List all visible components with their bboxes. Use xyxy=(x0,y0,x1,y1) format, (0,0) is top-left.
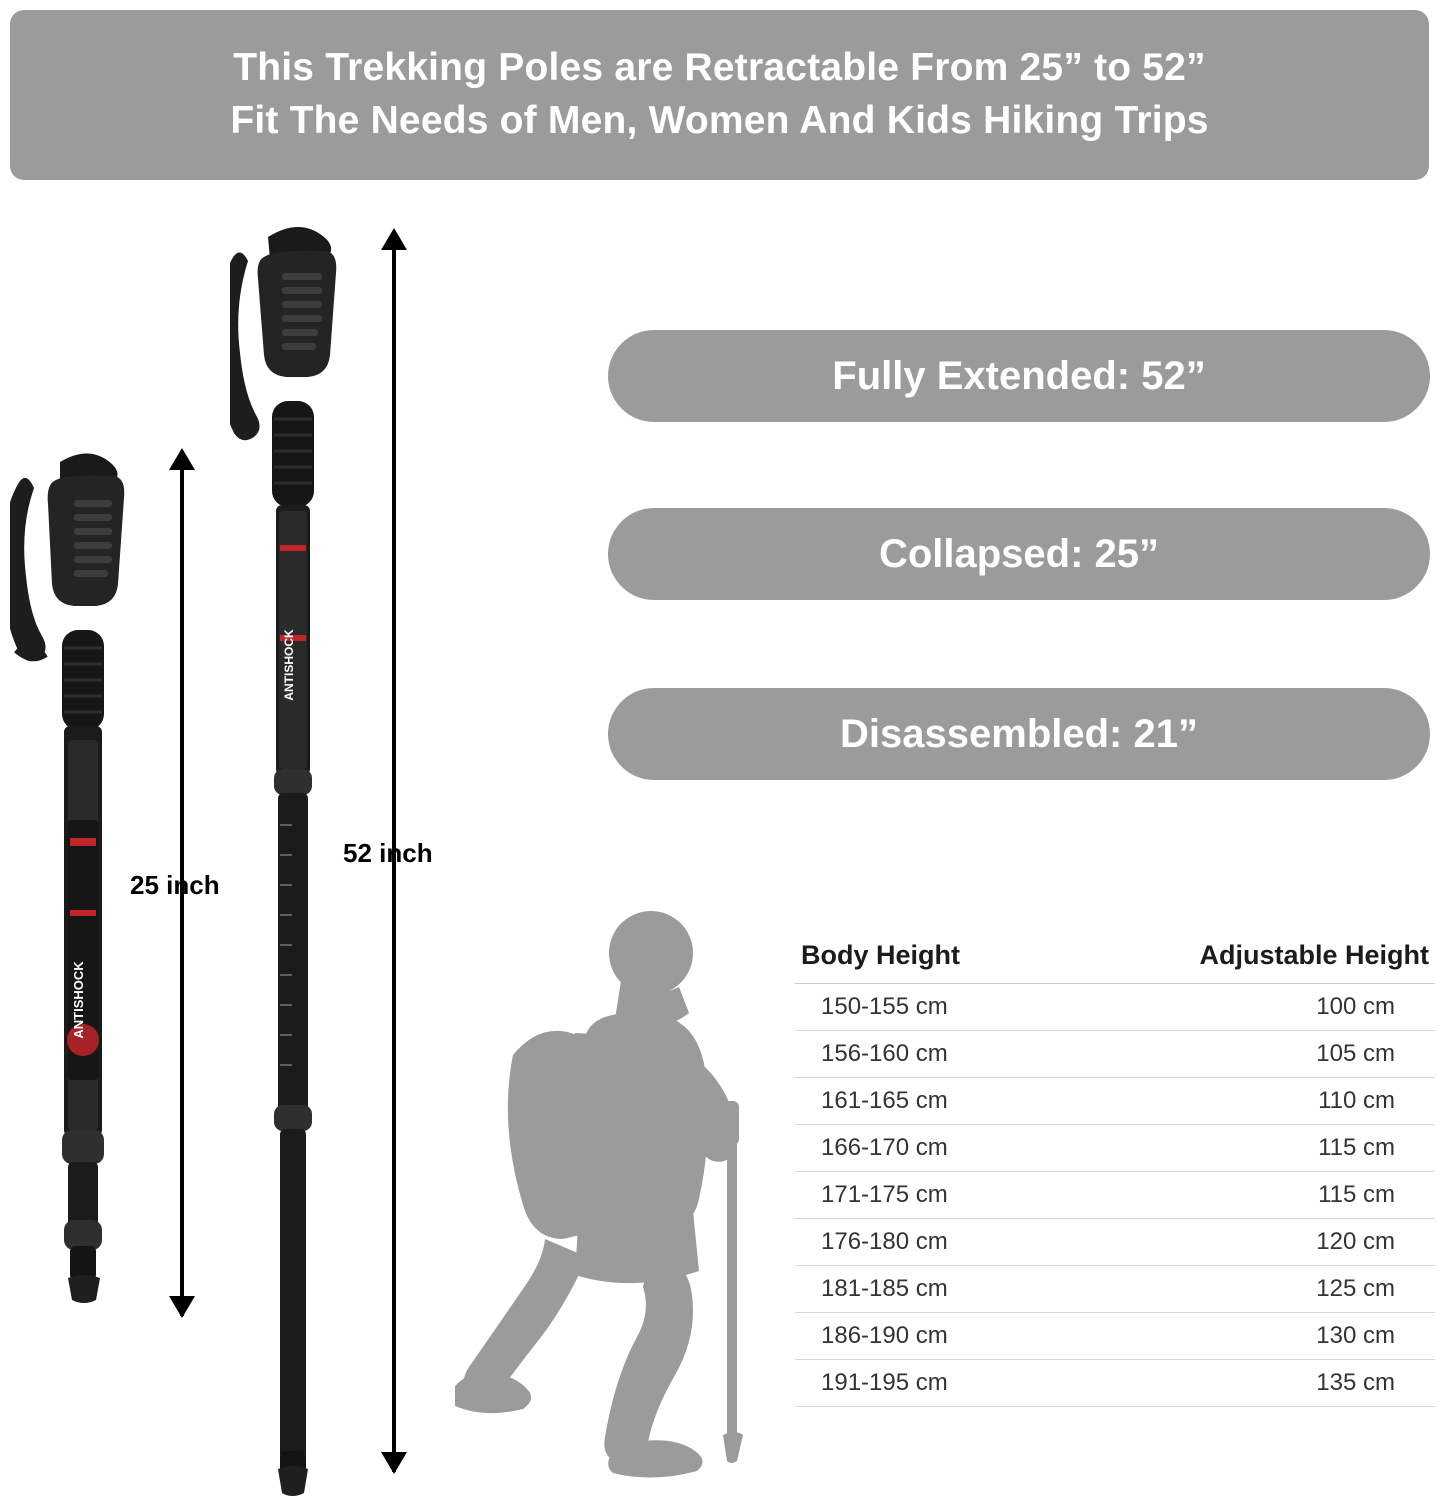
header-banner xyxy=(10,10,1429,180)
table-row xyxy=(795,1078,1435,1125)
cell-body-height: 181-185 cm xyxy=(821,1275,948,1302)
table-header-row xyxy=(795,940,1435,984)
table-row xyxy=(795,984,1435,1031)
cell-body-height: 150-155 cm xyxy=(821,993,948,1020)
cell-body-height: 166-170 cm xyxy=(821,1134,948,1161)
cell-adjustable-height: 110 cm xyxy=(1318,1087,1395,1114)
cell-body-height: 191-195 cm xyxy=(821,1369,948,1396)
spec-pill-fully-extended: Fully Extended: 52” xyxy=(608,330,1430,422)
table-row xyxy=(795,1266,1435,1313)
measure-arrow-down-25 xyxy=(169,1296,195,1318)
cell-adjustable-height: 130 cm xyxy=(1316,1322,1395,1349)
measure-arrow-up-25 xyxy=(169,448,195,470)
cell-body-height: 156-160 cm xyxy=(821,1040,948,1067)
measure-arrow-down-52 xyxy=(381,1452,407,1474)
table-row xyxy=(795,1360,1435,1407)
cell-adjustable-height: 115 cm xyxy=(1318,1181,1395,1208)
cell-adjustable-height: 105 cm xyxy=(1316,1040,1395,1067)
size-chart-table xyxy=(795,940,1435,1407)
cell-body-height: 171-175 cm xyxy=(821,1181,948,1208)
cell-body-height: 161-165 cm xyxy=(821,1087,948,1114)
banner-line-2: Fit The Needs of Men, Women And Kids Hiking Trips xyxy=(230,99,1209,142)
table-row xyxy=(795,1219,1435,1266)
spec-pill-collapsed: Collapsed: 25” xyxy=(608,508,1430,600)
table-header-body-height: Body Height xyxy=(801,940,960,970)
measure-label-52: 52 inch xyxy=(343,838,433,868)
table-row xyxy=(795,1031,1435,1078)
table-row xyxy=(795,1172,1435,1219)
cell-adjustable-height: 125 cm xyxy=(1316,1275,1395,1302)
svg-text:ANTISHOCK: ANTISHOCK xyxy=(282,629,296,701)
cell-adjustable-height: 115 cm xyxy=(1318,1134,1395,1161)
hiker-silhouette xyxy=(455,905,815,1485)
cell-adjustable-height: 120 cm xyxy=(1316,1228,1395,1255)
table-row xyxy=(795,1313,1435,1360)
spec-pill-disassembled: Disassembled: 21” xyxy=(608,688,1430,780)
cell-adjustable-height: 100 cm xyxy=(1316,993,1395,1020)
cell-body-height: 176-180 cm xyxy=(821,1228,948,1255)
table-row xyxy=(795,1125,1435,1172)
measure-label-25: 25 inch xyxy=(130,870,220,900)
banner-line-1: This Trekking Poles are Retractable From 25” to 52” xyxy=(233,46,1206,90)
cell-adjustable-height: 135 cm xyxy=(1316,1369,1395,1396)
measure-arrow-up-52 xyxy=(381,228,407,250)
cell-body-height: 186-190 cm xyxy=(821,1322,948,1349)
table-header-adjustable-height: Adjustable Height xyxy=(1199,940,1429,970)
svg-text:ANTISHOCK: ANTISHOCK xyxy=(71,961,86,1039)
